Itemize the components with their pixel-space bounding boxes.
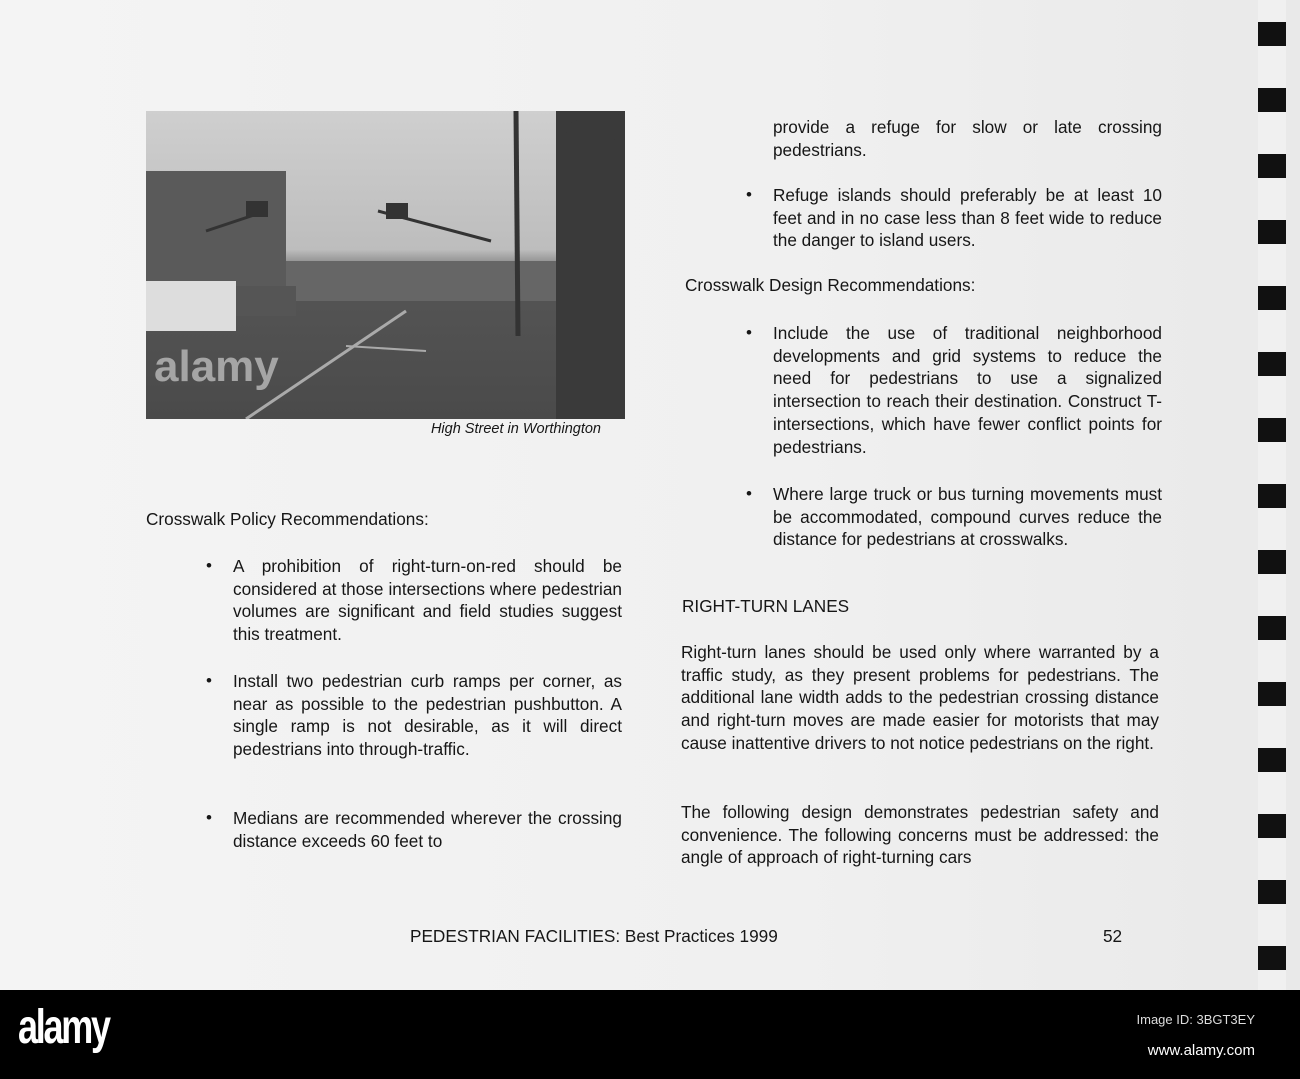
alamy-logo: alamy xyxy=(18,1001,109,1054)
bullet-icon: • xyxy=(206,556,212,575)
design-bullet: • Include the use of traditional neighborhood developments and grid systems to reduce the need for pedestrians to use a signalized intersection to reach their destination. Construct T-intersections, which have fewer conflict points for pedestrians. xyxy=(746,323,1162,457)
refuge-continuation: provide a refuge for slow or late crossing pedestrians. xyxy=(773,117,1162,160)
page-number: 52 xyxy=(1103,926,1123,946)
watermark-bar xyxy=(0,990,1300,1079)
design-bullet: • Where large truck or bus turning movements must be accommodated, compound curves reduce the distance for pedestrians at crosswalks. xyxy=(746,484,1162,550)
image-id: Image ID: 3BGT3EY xyxy=(1136,1012,1255,1027)
svg-text:alamy: alamy xyxy=(154,342,279,391)
bullet-icon: • xyxy=(206,671,212,690)
design-heading: Crosswalk Design Recommendations: xyxy=(685,275,976,295)
refuge-bullet: • Refuge islands should preferably be at least 10 feet and in no case less than 8 feet wide to reduce the danger to island users. xyxy=(746,185,1162,251)
bullet-icon: • xyxy=(746,185,752,204)
street-photo xyxy=(146,111,625,419)
policy-bullet: • Medians are recommended wherever the crossing distance exceeds 60 feet to xyxy=(206,808,622,851)
street-scene-image xyxy=(146,111,625,419)
design-paragraph: The following design demonstrates pedestrian safety and convenience. The following concerns must be addressed: the angle of approach of right-turning cars xyxy=(681,802,1159,868)
policy-heading: Crosswalk Policy Recommendations: xyxy=(146,509,429,529)
site-url: www.alamy.com xyxy=(1147,1042,1255,1059)
photo-caption: High Street in Worthington xyxy=(430,421,601,437)
bullet-icon: • xyxy=(746,484,752,503)
right-turn-paragraph: Right-turn lanes should be used only where warranted by a traffic study, as they present problems for pedestrians. The additional lane width adds to the pedestrian crossing distance and right-turn moves are made easier for motorists that may cause inattentive drivers to not notice pedestrians on the right. xyxy=(681,642,1159,753)
policy-bullet: • A prohibition of right-turn-on-red should be considered at those intersections where pedestrian volumes are significant and field studies suggest this treatment. xyxy=(206,556,622,645)
footer-title: PEDESTRIAN FACILITIES: Best Practices 1999 xyxy=(410,926,778,946)
policy-bullet: • Install two pedestrian curb ramps per corner, as near as possible to the pedestrian pushbutton. A single ramp is not desirable, as it will direct pedestrians into through-traffic. xyxy=(206,671,622,760)
bullet-icon: • xyxy=(206,808,212,827)
section-title: RIGHT-TURN LANES xyxy=(682,596,850,616)
spiral-binding xyxy=(1258,0,1286,990)
bullet-icon: • xyxy=(746,323,752,342)
